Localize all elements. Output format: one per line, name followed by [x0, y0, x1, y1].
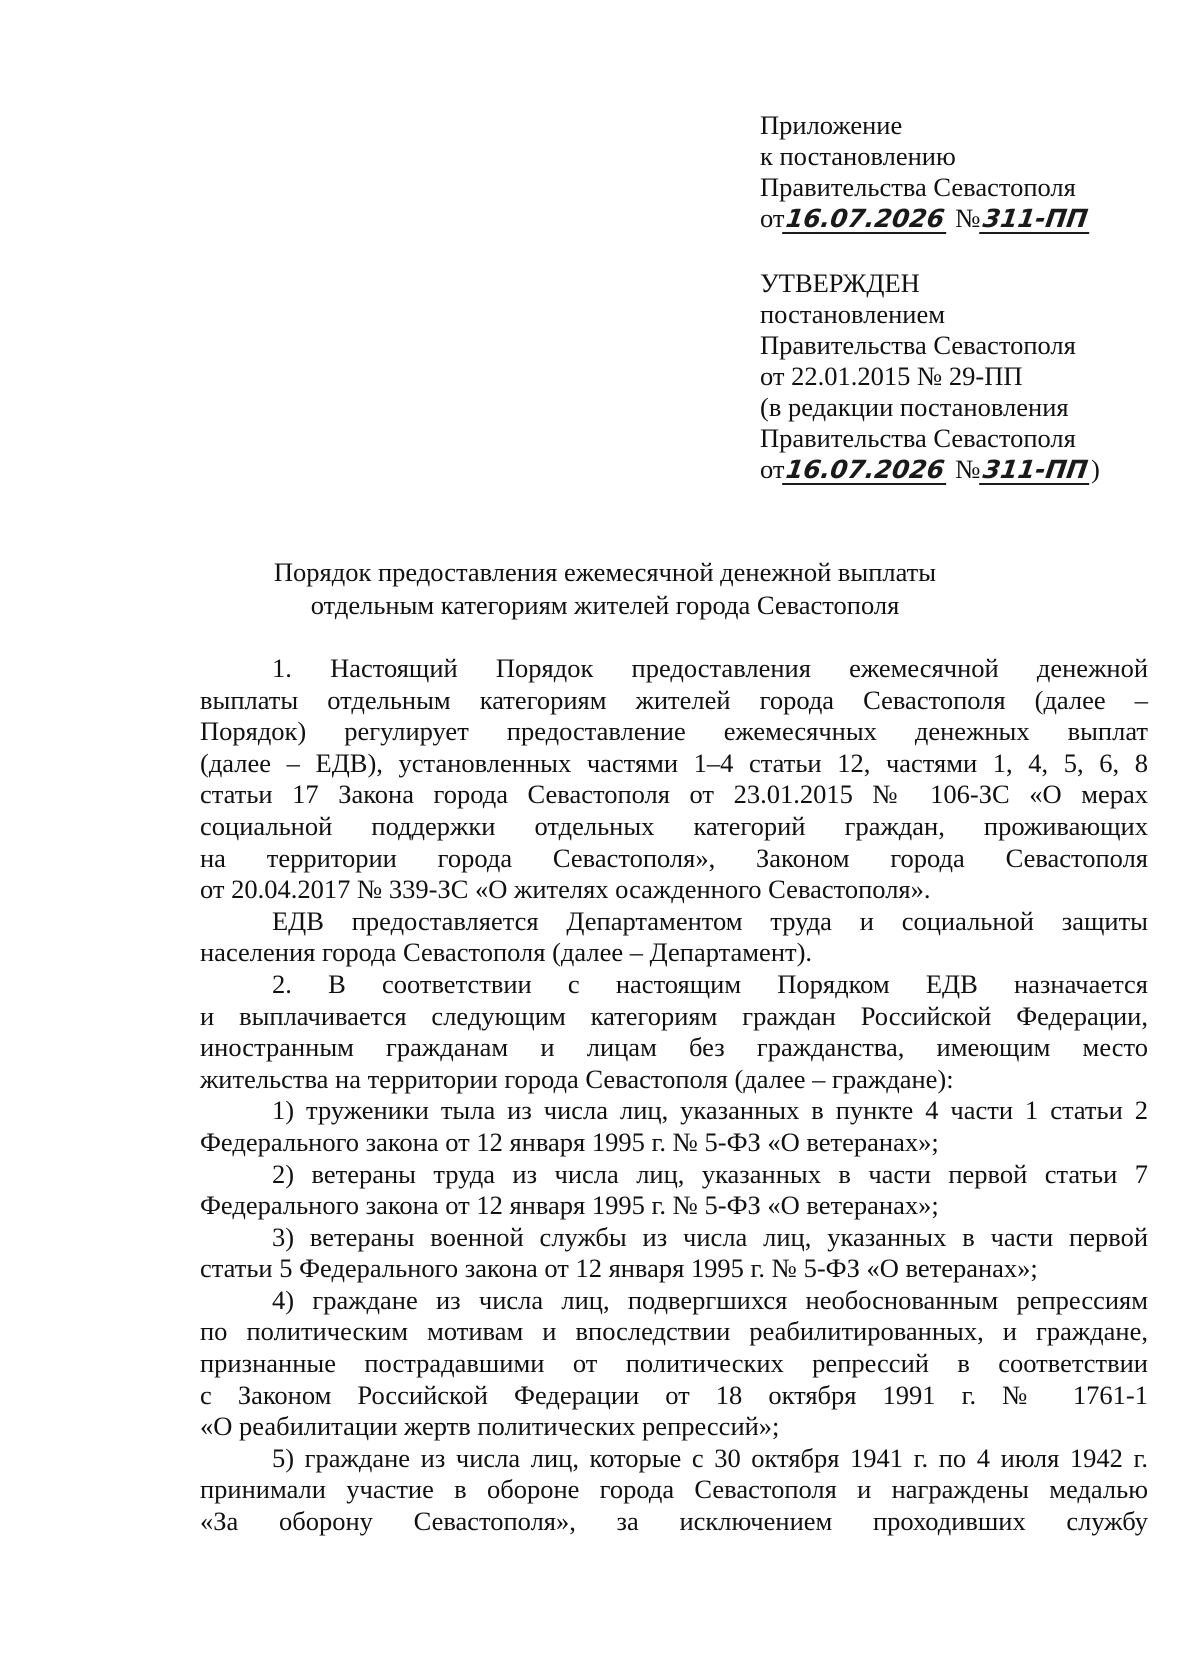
- appendix-line-1: Приложение: [760, 110, 903, 140]
- body-line: по политическим мотивам и впоследствии реабилитированных, и граждане,: [200, 1316, 1148, 1347]
- approved-handwritten-number: 311-ПП: [979, 457, 1093, 485]
- appendix-handwritten-number: 311-ПП: [979, 206, 1093, 234]
- approved-number-label: №: [955, 454, 981, 484]
- body-line: социальной поддержки отдельных категорий граждан, проживающих: [200, 810, 1148, 841]
- appendix-number-label: №: [955, 203, 981, 233]
- body-line: Федерального закона от 12 января 1995 г. № 5-ФЗ «О ветеранах»;: [200, 1126, 939, 1157]
- body-line: иностранным гражданам и лицам без гражданства, имеющим место: [200, 1032, 1148, 1063]
- appendix-header: [760, 110, 1160, 234]
- body-line: от 20.04.2017 № 339-ЗС «О жителях осажденного Севастополя».: [200, 874, 931, 905]
- body-line: 2. В соответствии с настоящим Порядком ЕДВ назначается: [272, 968, 1148, 999]
- appendix-date-number-line: [760, 203, 1160, 234]
- approved-line-5: (в редакции постановления: [760, 392, 1069, 422]
- title-line-1: Порядок предоставления ежемесячной денежной выплаты: [273, 557, 937, 587]
- body-line: выплаты отдельным категориям жителей города Севастополя (далее –: [200, 684, 1148, 715]
- body-line: 2) ветераны труда из числа лиц, указанных в части первой статьи 7: [272, 1158, 1148, 1189]
- body-line: статьи 17 Закона города Севастополя от 23.01.2015 № 106-ЗС «О мерах: [200, 779, 1148, 810]
- appendix-line-2: к постановлению: [760, 141, 956, 171]
- body-line: 5) граждане из числа лиц, которые с 30 октября 1941 г. по 4 июля 1942 г.: [272, 1442, 1148, 1473]
- body-line: (далее – ЕДВ), установленных частями 1–4 статьи 12, частями 1, 4, 5, 6, 8: [200, 747, 1148, 778]
- title-line-2: отдельным категориям жителей города Севастополя: [310, 590, 900, 620]
- body-line: признанные пострадавшими от политических репрессий в соответствии: [200, 1348, 1148, 1379]
- body-line: жительства на территории города Севастополя (далее – граждане):: [200, 1063, 954, 1094]
- body-line: Федерального закона от 12 января 1995 г. № 5-ФЗ «О ветеранах»;: [200, 1190, 939, 1221]
- approved-handwritten-date: 16.07.2026: [783, 457, 951, 485]
- body-line: ЕДВ предоставляется Департаментом труда и социальной защиты: [272, 905, 1148, 936]
- body-line: на территории города Севастополя», Законом города Севастополя: [200, 842, 1148, 873]
- approved-date-number-line: [760, 454, 1160, 485]
- document-title: [200, 556, 1010, 622]
- body-line: и выплачивается следующим категориям граждан Российской Федерации,: [200, 1000, 1148, 1031]
- body-line: населения города Севастополя (далее – Департамент).: [200, 937, 813, 968]
- body-line: «За оборону Севастополя», за исключением проходивших службу: [200, 1506, 1148, 1537]
- approved-line-1: УТВЕРЖДЕН: [760, 268, 920, 298]
- body-line: с Законом Российской Федерации от 18 октября 1991 г. № 1761-1: [200, 1379, 1148, 1410]
- approved-line-4: от 22.01.2015 № 29-ПП: [760, 361, 1023, 391]
- body-line: 1) труженики тыла из числа лиц, указанных в пункте 4 части 1 статьи 2: [272, 1095, 1148, 1126]
- approved-from-label: от: [760, 454, 785, 484]
- body-line: статьи 5 Федерального закона от 12 января 1995 г. № 5-ФЗ «О ветеранах»;: [200, 1253, 1038, 1284]
- appendix-from-label: от: [760, 203, 785, 233]
- body-line: «О реабилитации жертв политических репрессий»;: [200, 1411, 780, 1442]
- approved-header: [760, 268, 1160, 485]
- appendix-handwritten-date: 16.07.2026: [783, 206, 951, 234]
- approved-line-6: Правительства Севастополя: [760, 423, 1076, 453]
- body-line: 4) граждане из числа лиц, подвергшихся необоснованным репрессиям: [272, 1284, 1148, 1315]
- approved-line-3: Правительства Севастополя: [760, 330, 1076, 360]
- body-line: принимали участие в обороне города Севастополя и награждены медалью: [200, 1474, 1148, 1505]
- approved-closing-paren: ): [1090, 454, 1100, 484]
- document-body: [200, 653, 1148, 1538]
- approved-line-2: постановлением: [760, 299, 945, 329]
- body-line: Порядок) регулирует предоставление ежемесячных денежных выплат: [200, 716, 1148, 747]
- appendix-line-3: Правительства Севастополя: [760, 172, 1076, 202]
- body-line: 1. Настоящий Порядок предоставления ежемесячной денежной: [272, 653, 1148, 683]
- body-line: 3) ветераны военной службы из числа лиц, указанных в части первой: [272, 1221, 1148, 1252]
